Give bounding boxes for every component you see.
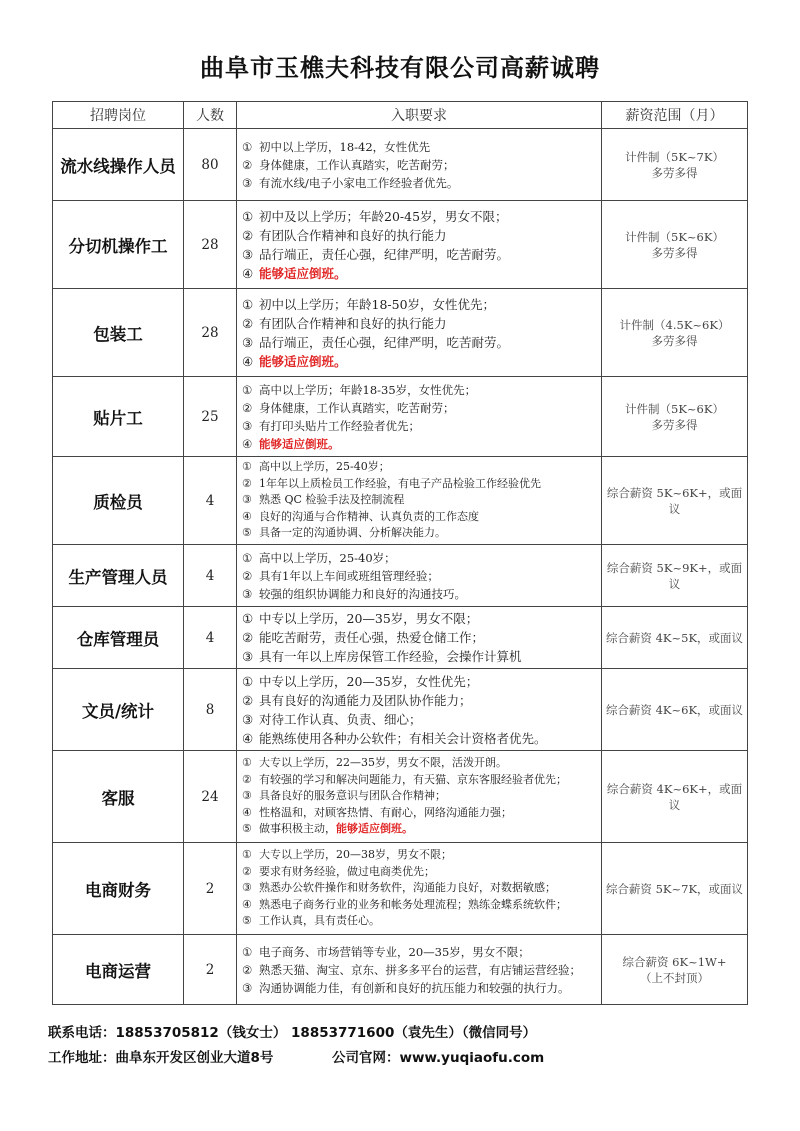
- headcount: 8: [184, 669, 237, 751]
- requirement-text: 工作认真，具有责任心。: [259, 914, 380, 928]
- table-row: [53, 843, 748, 935]
- requirement-number: ③: [242, 980, 253, 995]
- requirement-number: ③: [242, 175, 253, 190]
- requirement-number: ①: [242, 944, 253, 959]
- requirement-text: 能熟练使用各种办公软件；有相关会计资格者优先。: [259, 730, 547, 746]
- position-name: 包装工: [53, 289, 184, 377]
- table-row: [53, 669, 748, 751]
- requirement-text: 大专以上学历，20—38岁，男女不限；: [259, 848, 452, 862]
- table-row: [53, 289, 748, 377]
- contact-phone: 联系电话：18853705812（钱女士） 18853771600（袁先生）（微信同号）: [48, 1025, 537, 1041]
- salary-cell: [602, 545, 748, 607]
- table-row: [53, 751, 748, 843]
- requirement-number: ②: [242, 864, 252, 878]
- requirement-number: ③: [242, 789, 252, 803]
- requirements-cell: [237, 669, 602, 751]
- requirement-line: [242, 567, 597, 585]
- salary-cell: [602, 935, 748, 1005]
- requirement-text: 品行端正，责任心强，纪律严明，吃苦耐劳。: [259, 246, 510, 262]
- requirement-text: 较强的组织协调能力和良好的沟通技巧。: [259, 586, 466, 601]
- table-row: [53, 377, 748, 457]
- requirement-text: 高中以上学历；年龄18-35岁，女性优先；: [259, 382, 477, 397]
- table-row: [53, 201, 748, 289]
- salary-line: 综合薪资 4K~6K+，或面议: [606, 781, 743, 812]
- position-name: 分切机操作工: [53, 201, 184, 289]
- requirements-cell: [237, 607, 602, 669]
- requirements-cell: [237, 751, 602, 843]
- header-count: 人数: [184, 102, 237, 129]
- requirement-number: ⑤: [242, 822, 252, 836]
- salary-cell: [602, 669, 748, 751]
- requirement-number: ⑤: [242, 526, 252, 540]
- requirement-line: [242, 864, 597, 881]
- requirement-number: ①: [242, 848, 252, 862]
- requirement-text: 初中以上学历，18-42，女性优先: [259, 139, 431, 154]
- requirement-line: [242, 672, 597, 691]
- requirement-number: ③: [242, 493, 252, 507]
- requirement-text: 有较强的学习和解决问题能力，有天猫、京东客服经验者优先；: [259, 772, 567, 786]
- header-position: 招聘岗位: [53, 102, 184, 129]
- table-row: [53, 129, 748, 201]
- salary-line: 综合薪资 5K~9K+，或面议: [606, 560, 743, 591]
- position-name: 文员/统计: [53, 669, 184, 751]
- requirement-text: 熟悉电子商务行业的业务和帐务处理流程；熟练金蝶系统软件；: [259, 897, 567, 911]
- requirement-line: [242, 628, 597, 647]
- headcount: 28: [184, 201, 237, 289]
- requirement-number: ①: [242, 673, 254, 689]
- requirement-number: ①: [242, 611, 254, 626]
- headcount: 28: [184, 289, 237, 377]
- requirement-line: [242, 417, 597, 435]
- requirement-text: 良好的沟通与合作精神、认真负责的工作态度: [259, 509, 479, 523]
- requirement-line: [242, 821, 597, 838]
- requirement-line: [242, 847, 597, 864]
- requirement-text: 具有1年以上车间或班组管理经验；: [259, 568, 439, 583]
- requirement-line: [242, 435, 597, 453]
- requirement-number: ②: [242, 568, 253, 583]
- salary-line: 综合薪资 6K~1W+: [622, 954, 727, 969]
- requirement-text: 具备良好的服务意识与团队合作精神；: [259, 789, 446, 803]
- requirement-number: ②: [242, 157, 253, 172]
- salary-cell: [602, 201, 748, 289]
- requirement-number: ②: [242, 772, 252, 786]
- page-title: 曲阜市玉樵夫科技有限公司高薪诚聘: [200, 54, 600, 82]
- salary-cell: [602, 129, 748, 201]
- requirement-number: ②: [242, 400, 253, 415]
- salary-cell: [602, 457, 748, 545]
- requirement-line: [242, 772, 597, 789]
- requirement-line: [242, 509, 597, 526]
- requirement-number: ③: [242, 649, 254, 664]
- requirement-line: [242, 174, 597, 192]
- requirement-number: ④: [242, 730, 254, 746]
- requirement-number: ①: [242, 296, 254, 312]
- requirement-line: [242, 913, 597, 930]
- salary-line: 计件制（5K~6K）: [625, 229, 724, 244]
- requirement-text: 熟悉天猫、淘宝、京东、拼多多平台的运营，有店铺运营经验；: [259, 962, 581, 977]
- shift-work-highlight: 能够适应倒班。: [259, 436, 340, 451]
- requirement-line: [242, 381, 597, 399]
- requirement-number: ①: [242, 756, 252, 770]
- shift-work-highlight: 能够适应倒班。: [336, 822, 413, 836]
- requirement-text: 做事积极主动，: [259, 822, 336, 836]
- requirement-number: ③: [242, 586, 253, 601]
- requirement-line: [242, 755, 597, 772]
- requirement-number: ③: [242, 711, 254, 727]
- requirement-line: [242, 609, 597, 628]
- requirement-line: [242, 399, 597, 417]
- requirement-line: [242, 314, 597, 333]
- shift-work-highlight: 能够适应倒班。: [259, 265, 347, 281]
- requirement-line: [242, 647, 597, 666]
- requirement-line: [242, 333, 597, 352]
- requirement-line: [242, 979, 597, 997]
- headcount: 2: [184, 843, 237, 935]
- salary-line: 综合薪资 4K~5K，或面议: [605, 630, 744, 645]
- requirement-line: [242, 264, 597, 283]
- requirement-text: 身体健康，工作认真踏实，吃苦耐劳；: [259, 157, 455, 172]
- salary-line: 综合薪资 5K~7K，或面议: [605, 881, 744, 896]
- requirement-line: [242, 476, 597, 493]
- requirement-number: ①: [242, 460, 252, 474]
- requirement-line: [242, 805, 597, 822]
- table-row: [53, 545, 748, 607]
- requirement-text: 具备一定的沟通协调、分析解决能力。: [259, 526, 446, 540]
- salary-cell: [602, 289, 748, 377]
- requirement-text: 初中以上学历；年龄18-50岁，女性优先；: [259, 296, 496, 312]
- requirement-text: 沟通协调能力佳，有创新和良好的抗压能力和较强的执行力。: [259, 980, 570, 995]
- salary-cell: [602, 607, 748, 669]
- requirement-number: ①: [242, 382, 253, 397]
- requirement-number: ①: [242, 208, 254, 224]
- requirement-number: ④: [242, 509, 252, 523]
- requirements-cell: [237, 935, 602, 1005]
- requirement-line: [242, 788, 597, 805]
- headcount: 4: [184, 545, 237, 607]
- salary-line: 综合薪资 5K~6K+，或面议: [606, 485, 743, 516]
- table-row: [53, 607, 748, 669]
- salary-line: 综合薪资 4K~6K，或面议: [605, 702, 744, 717]
- requirements-cell: [237, 377, 602, 457]
- requirement-line: [242, 880, 597, 897]
- requirement-number: ②: [242, 962, 253, 977]
- requirement-line: [242, 961, 597, 979]
- position-name: 贴片工: [53, 377, 184, 457]
- salary-line: 多劳多得: [651, 333, 698, 348]
- salary-line: 计件制（5K~7K）: [625, 149, 724, 164]
- position-name: 仓库管理员: [53, 607, 184, 669]
- requirement-number: ③: [242, 418, 253, 433]
- requirement-line: [242, 525, 597, 542]
- requirement-line: [242, 585, 597, 603]
- headcount: 24: [184, 751, 237, 843]
- requirement-number: ②: [242, 476, 252, 490]
- position-name: 流水线操作人员: [53, 129, 184, 201]
- requirement-line: [242, 245, 597, 264]
- header-salary: 薪资范围（月）: [602, 102, 748, 129]
- requirement-text: 具有良好的沟通能力及团队协作能力；: [259, 692, 472, 708]
- requirement-line: [242, 352, 597, 371]
- header-requirements: 入职要求: [237, 102, 602, 129]
- salary-line: 多劳多得: [651, 417, 698, 432]
- headcount: 2: [184, 935, 237, 1005]
- requirement-text: 高中以上学历，25-40岁；: [259, 550, 396, 565]
- requirement-line: [242, 897, 597, 914]
- requirement-text: 有团队合作精神和良好的执行能力: [259, 227, 447, 243]
- requirement-line: [242, 729, 597, 748]
- position-name: 生产管理人员: [53, 545, 184, 607]
- requirement-number: ⑤: [242, 914, 252, 928]
- requirement-line: [242, 138, 597, 156]
- requirement-text: 身体健康，工作认真踏实，吃苦耐劳；: [259, 400, 455, 415]
- salary-line: 多劳多得: [651, 245, 698, 260]
- requirement-number: ①: [242, 139, 253, 154]
- requirement-text: 有流水线/电子小家电工作经验者优先。: [259, 175, 459, 190]
- requirement-text: 熟悉办公软件操作和财务软件，沟通能力良好，对数据敏感；: [259, 881, 556, 895]
- requirement-text: 高中以上学历，25-40岁；: [259, 460, 390, 474]
- salary-line: 计件制（4.5K~6K）: [619, 317, 730, 332]
- table-header-row: [53, 102, 748, 129]
- recruitment-table: [52, 101, 748, 1005]
- salary-cell: [602, 377, 748, 457]
- requirements-cell: [237, 129, 602, 201]
- requirement-line: [242, 226, 597, 245]
- requirement-number: ④: [242, 436, 253, 451]
- requirements-cell: [237, 457, 602, 545]
- requirement-text: 要求有财务经验，做过电商类优先；: [259, 864, 435, 878]
- requirement-number: ④: [242, 897, 252, 911]
- salary-cell: [602, 751, 748, 843]
- requirements-cell: [237, 201, 602, 289]
- requirement-line: [242, 492, 597, 509]
- shift-work-highlight: 能够适应倒班。: [259, 353, 347, 369]
- position-name: 电商运营: [53, 935, 184, 1005]
- position-name: 电商财务: [53, 843, 184, 935]
- requirement-text: 中专以上学历，20—35岁，女性优先；: [259, 673, 479, 689]
- requirement-number: ②: [242, 227, 254, 243]
- salary-line: （上不封顶）: [640, 970, 709, 985]
- requirement-text: 电子商务、市场营销等专业，20—35岁，男女不限；: [259, 944, 530, 959]
- salary-line: 多劳多得: [651, 165, 698, 180]
- requirement-text: 熟悉 QC 检验手法及控制流程: [259, 493, 405, 507]
- headcount: 25: [184, 377, 237, 457]
- requirement-line: [242, 943, 597, 961]
- requirement-number: ④: [242, 265, 254, 281]
- requirement-text: 性格温和，对顾客热情、有耐心，网络沟通能力强；: [259, 805, 512, 819]
- requirement-number: ④: [242, 353, 254, 369]
- requirement-line: [242, 295, 597, 314]
- table-row: [53, 457, 748, 545]
- requirement-text: 有打印头贴片工作经验者优先；: [259, 418, 420, 433]
- requirement-number: ②: [242, 315, 254, 331]
- headcount: 4: [184, 457, 237, 545]
- requirement-text: 能吃苦耐劳，责任心强，热爱仓储工作；: [259, 630, 485, 645]
- requirement-number: ③: [242, 334, 254, 350]
- requirement-line: [242, 459, 597, 476]
- headcount: 4: [184, 607, 237, 669]
- requirement-text: 中专以上学历，20—35岁，男女不限；: [259, 611, 479, 626]
- headcount: 80: [184, 129, 237, 201]
- company-website: 公司官网：www.yuqiaofu.com: [332, 1050, 545, 1066]
- requirement-text: 1年年以上质检员工作经验，有电子产品检验工作经验优先: [259, 476, 541, 490]
- table-row: [53, 935, 748, 1005]
- requirement-text: 具有一年以上库房保管工作经验，会操作计算机: [259, 649, 522, 664]
- requirement-text: 初中及以上学历；年龄20-45岁，男女不限；: [259, 208, 508, 224]
- position-name: 客服: [53, 751, 184, 843]
- requirement-number: ②: [242, 692, 254, 708]
- requirement-line: [242, 549, 597, 567]
- work-address: 工作地址：曲阜东开发区创业大道8号: [48, 1050, 274, 1066]
- requirement-text: 对待工作认真、负责、细心；: [259, 711, 422, 727]
- requirement-line: [242, 156, 597, 174]
- salary-line: 计件制（5K~6K）: [625, 401, 724, 416]
- requirement-line: [242, 207, 597, 226]
- requirement-number: ④: [242, 805, 252, 819]
- position-name: 质检员: [53, 457, 184, 545]
- requirements-cell: [237, 843, 602, 935]
- requirement-text: 大专以上学历，22—35岁，男女不限，活泼开朗。: [259, 756, 507, 770]
- requirement-number: ③: [242, 881, 252, 895]
- requirement-text: 有团队合作精神和良好的执行能力: [259, 315, 447, 331]
- requirement-line: [242, 691, 597, 710]
- requirement-line: [242, 710, 597, 729]
- requirement-text: 品行端正，责任心强，纪律严明，吃苦耐劳。: [259, 334, 510, 350]
- requirements-cell: [237, 289, 602, 377]
- salary-cell: [602, 843, 748, 935]
- requirements-cell: [237, 545, 602, 607]
- requirement-number: ③: [242, 246, 254, 262]
- requirement-number: ①: [242, 550, 253, 565]
- requirement-number: ②: [242, 630, 254, 645]
